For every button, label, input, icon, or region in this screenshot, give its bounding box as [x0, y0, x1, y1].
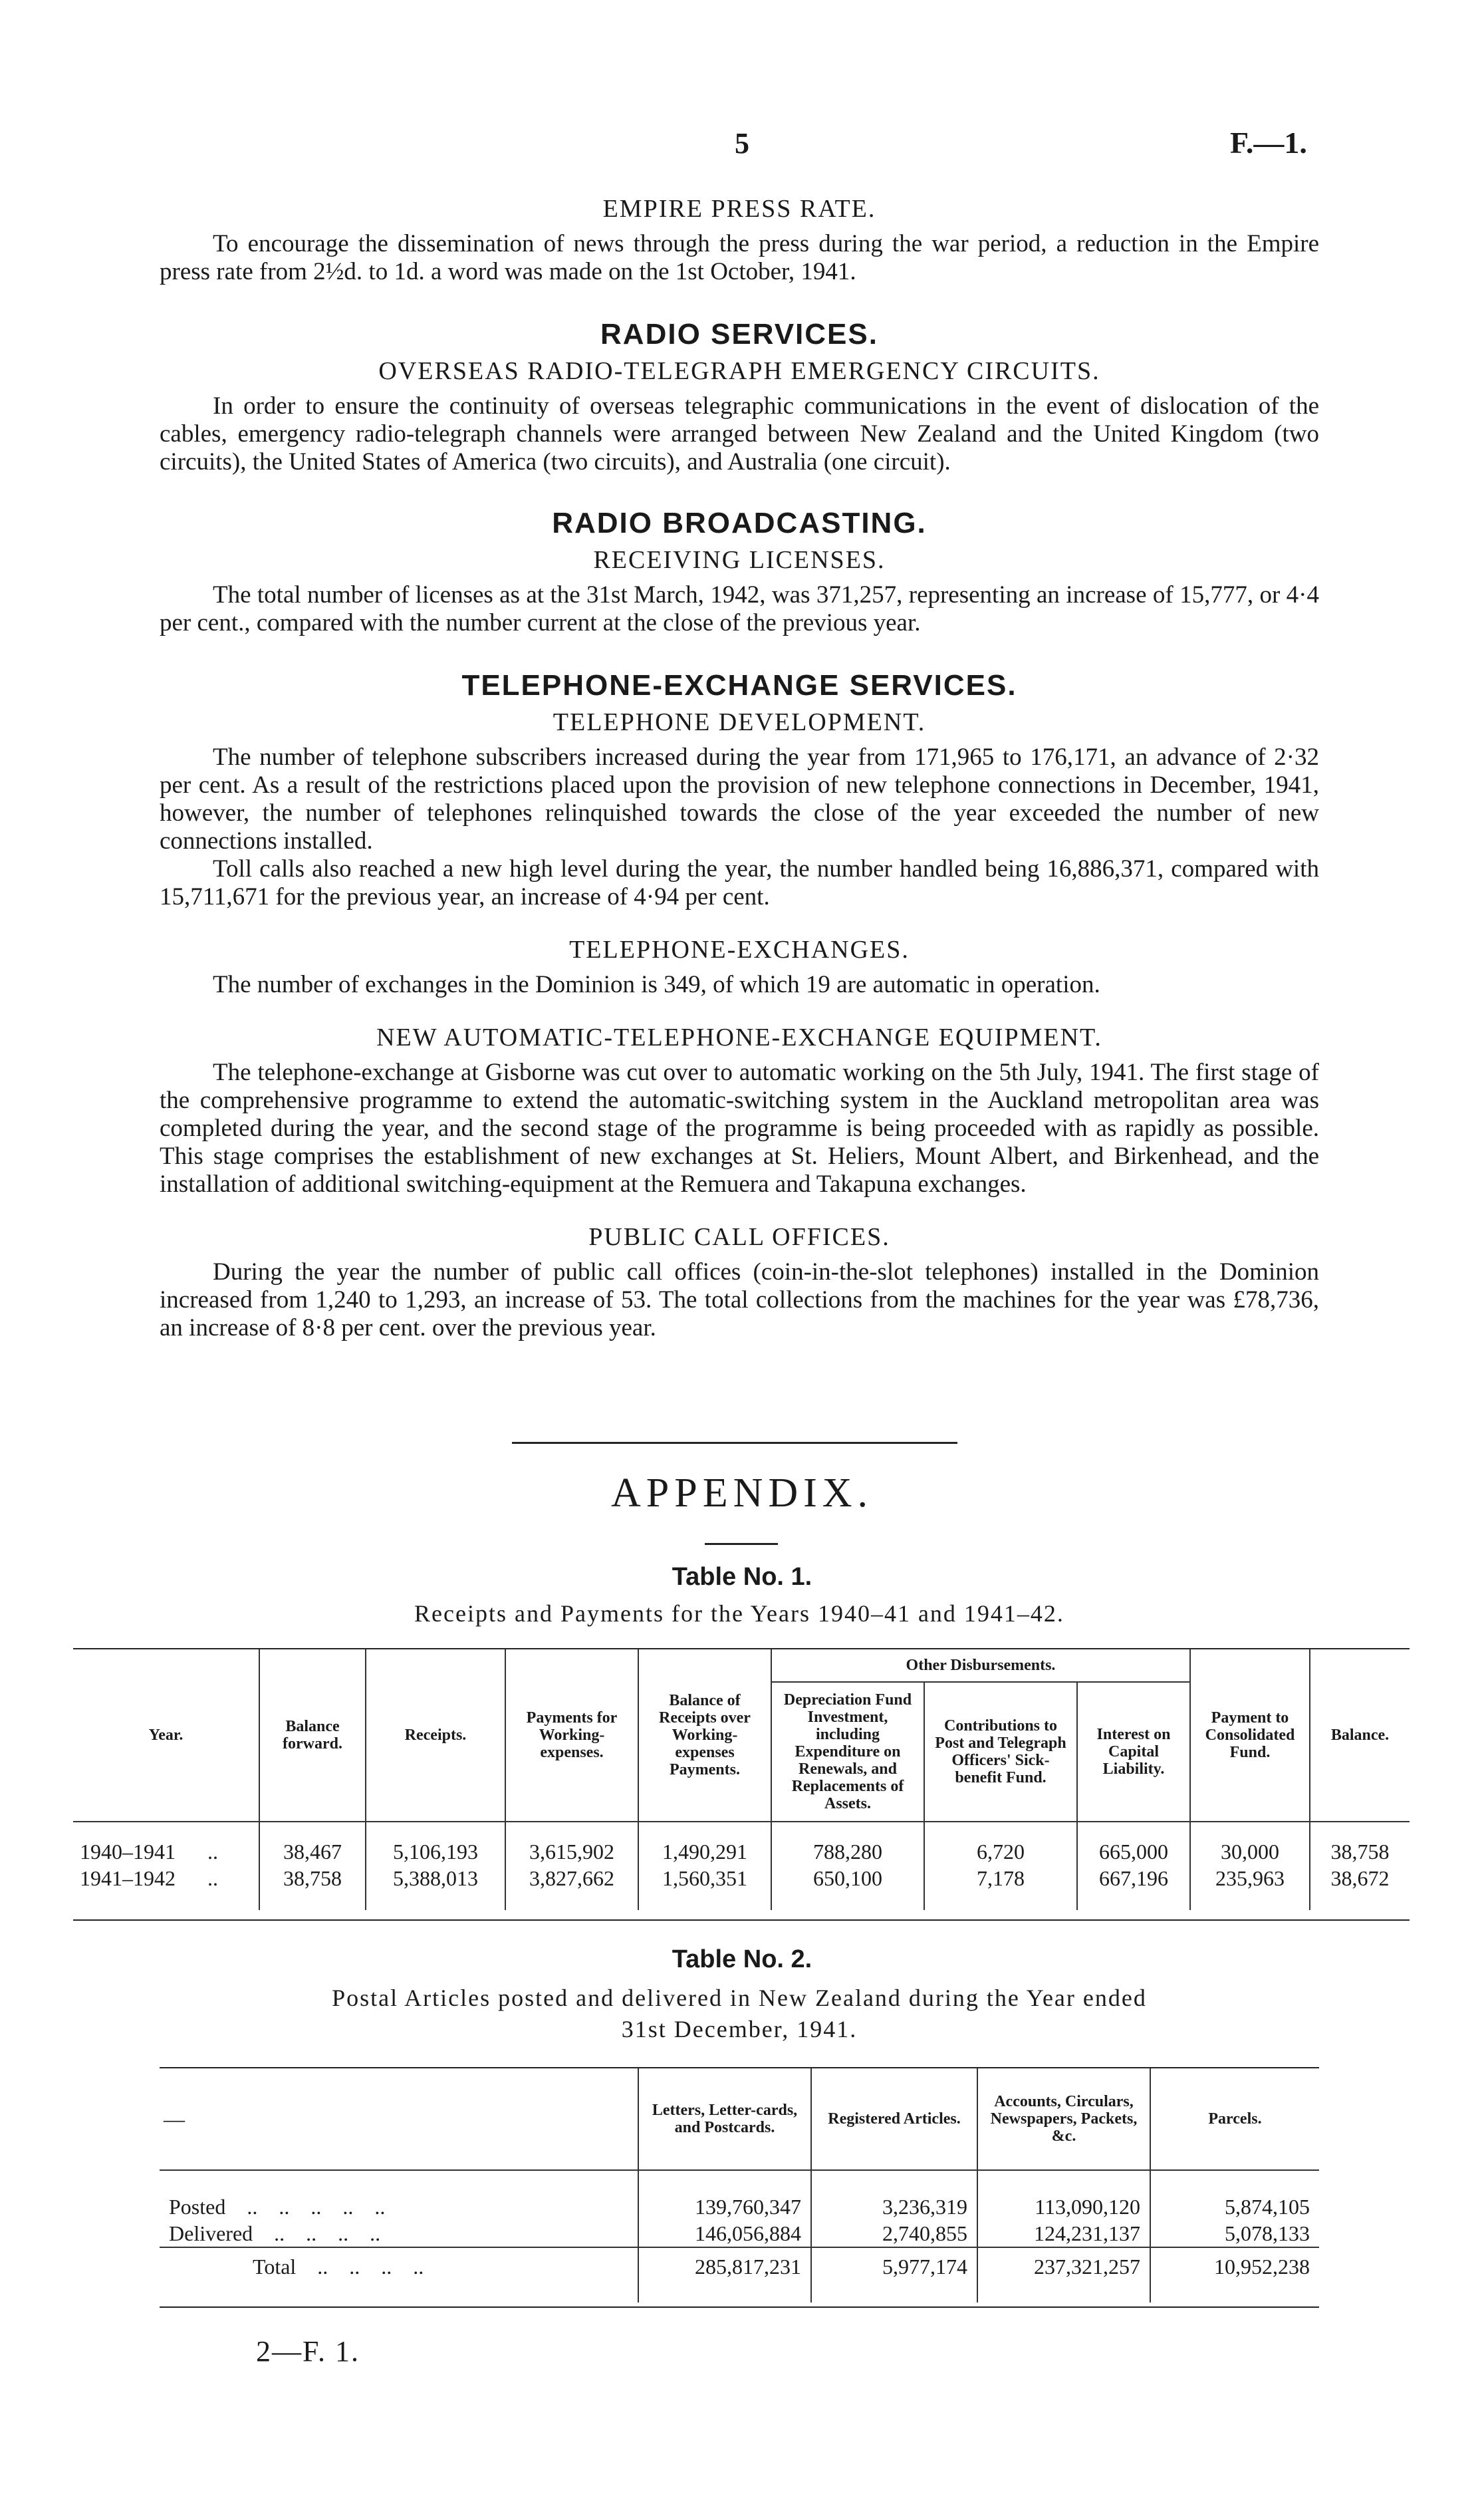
appendix-title: APPENDIX. [610, 1470, 874, 1516]
col-balance: Balance. [1310, 1649, 1410, 1822]
cell: 3,827,662 [505, 1865, 638, 1891]
cell: 3,615,902 [505, 1838, 638, 1865]
cell: 237,321,257 [977, 2247, 1150, 2280]
table2-subtitle-2: 31st December, 1941. [621, 2016, 858, 2042]
col-registered: Registered Articles. [811, 2068, 977, 2170]
col-accounts: Accounts, Circulars, Newspapers, Packets, &c. [977, 2068, 1150, 2170]
cell: 5,388,013 [366, 1865, 505, 1891]
section-subtitle: TELEPHONE-EXCHANGES. [569, 936, 910, 964]
paragraph: The total number of licenses as at the 31st March, 1942, was 371,257, representing an increase of 15,777, or 4·4 per cent., compared with the number current at the close of the previous year. [160, 581, 1319, 636]
cell: 38,758 [259, 1865, 366, 1891]
table-row [73, 1838, 1410, 1865]
cell: 3,236,319 [811, 2193, 977, 2220]
table1-title: Table No. 1. [672, 1563, 812, 1591]
cell: 1,490,291 [638, 1838, 771, 1865]
cell: 2,740,855 [811, 2220, 977, 2247]
row-label: Total .. .. .. .. [253, 2255, 424, 2279]
table2-bottom-rule [160, 2306, 1319, 2308]
table1-subtitle: Receipts and Payments for the Years 1940–41 and 1941–42. [414, 1600, 1064, 1627]
cell: 38,758 [1310, 1838, 1410, 1865]
paragraph: To encourage the dissemination of news through the press during the war period, a reduction in the Empire press rate from 2½d. to 1d. a word was made on the 1st October, 1941. [160, 230, 1319, 285]
cell: 5,977,174 [811, 2247, 977, 2280]
section-radio-services [160, 318, 1319, 476]
row-year: 1940–1941 .. [80, 1840, 218, 1864]
section-subtitle: TELEPHONE DEVELOPMENT. [553, 708, 926, 736]
paragraph: In order to ensure the continuity of overseas telegraphic communications in the event of dislocation of the cables, emergency radio-telegraph channels were arranged between New Zealand and the United Kingdom (two circuits), the United States of America (two circuits), and Australia (one circuit). [160, 392, 1319, 476]
section-title: RADIO BROADCASTING. [552, 507, 927, 539]
col-parcels: Parcels. [1150, 2068, 1319, 2170]
section-subtitle: NEW AUTOMATIC-TELEPHONE-EXCHANGE EQUIPMENT. [376, 1024, 1102, 1051]
cell: 139,760,347 [638, 2193, 811, 2220]
section-subtitle: PUBLIC CALL OFFICES. [588, 1223, 890, 1251]
col-balance-receipts: Balance of Receipts over Working-expenses Payments. [638, 1649, 771, 1822]
cell: 113,090,120 [977, 2193, 1150, 2220]
paragraph: The telephone-exchange at Gisborne was cut over to automatic working on the 5th July, 1941. The first stage of the comprehensive programme to extend the automatic-switching system in the Auckland metropolitan area was completed during the year, and the second stage of the programme is being proceeded with as rapidly as possible. This stage comprises the establishment of new exchanges at St. Heliers, Mount Albert, and Birkenhead, and the installation of additional switching-equipment at the Remuera and Takapuna exchanges. [160, 1059, 1319, 1198]
cell: 10,952,238 [1150, 2247, 1319, 2280]
table2 [160, 2068, 1319, 2302]
table1 [73, 1649, 1410, 1910]
section-subtitle: OVERSEAS RADIO-TELEGRAPH EMERGENCY CIRCUITS. [378, 357, 1100, 385]
section-title: RADIO SERVICES. [600, 318, 878, 350]
cell: 665,000 [1077, 1838, 1190, 1865]
paragraph: The number of telephone subscribers increased during the year from 171,965 to 176,171, an advance of 2·32 per cent. As a result of the restrictions placed upon the provision of new telephone connections in December, 1941, however, the number of telephones relinquished towards the close of the year exceeded the number of new connections installed. [160, 744, 1319, 855]
table2-title: Table No. 2. [672, 1945, 812, 1973]
page-number: 5 [735, 127, 749, 160]
divider [512, 1442, 957, 1444]
table-row [160, 2193, 1319, 2220]
cell: 38,672 [1310, 1865, 1410, 1891]
table1-bottom-rule [73, 1919, 1410, 1921]
section-telephone-exchange [160, 669, 1319, 1342]
cell: 146,056,884 [638, 2220, 811, 2247]
cell: 235,963 [1190, 1865, 1310, 1891]
cell: 5,078,133 [1150, 2220, 1319, 2247]
table-row [160, 2220, 1319, 2247]
section-title: EMPIRE PRESS RATE. [602, 195, 876, 223]
row-label: Delivered .. .. .. .. [169, 2221, 381, 2245]
cell: 788,280 [771, 1838, 924, 1865]
col-receipts: Receipts. [366, 1649, 505, 1822]
cell: 1,560,351 [638, 1865, 771, 1891]
cell: 7,178 [924, 1865, 1077, 1891]
paragraph: During the year the number of public call offices (coin-in-the-slot telephones) installed in the Dominion increased from 1,240 to 1,293, an increase of 53. The total collections from the machines for the year was £78,736, an increase of 8·8 per cent. over the previous year. [160, 1258, 1319, 1341]
cell: 650,100 [771, 1865, 924, 1891]
cell: 124,231,137 [977, 2220, 1150, 2247]
section-empire-press [160, 194, 1319, 286]
col-letters: Letters, Letter-cards, and Postcards. [638, 2068, 811, 2170]
footer-signature: 2—F. 1. [256, 2335, 360, 2368]
cell: 5,106,193 [366, 1838, 505, 1865]
paragraph: The number of exchanges in the Dominion is 349, of which 19 are automatic in operation. [213, 971, 1100, 998]
col-blank: — [164, 2107, 185, 2131]
col-group-other: Other Disbursements. [771, 1649, 1190, 1682]
row-year: 1941–1942 .. [80, 1866, 218, 1890]
col-year: Year. [148, 1727, 184, 1744]
col-balance-forward: Balance forward. [259, 1649, 366, 1822]
section-title: TELEPHONE-EXCHANGE SERVICES. [461, 669, 1017, 702]
col-payments: Payments for Working-expenses. [505, 1649, 638, 1822]
col-consolidated: Payment to Consolidated Fund. [1190, 1649, 1310, 1822]
section-radio-broadcasting [160, 507, 1319, 637]
cell: 285,817,231 [638, 2247, 811, 2280]
row-label: Posted .. .. .. .. .. [169, 2195, 386, 2219]
paragraph: Toll calls also reached a new high level during the year, the number handled being 16,886,371, compared with 15,711,671 for the previous year, an increase of 4·94 per cent. [160, 855, 1319, 910]
col-interest: Interest on Capital Liability. [1077, 1682, 1190, 1822]
cell: 30,000 [1190, 1838, 1310, 1865]
divider [705, 1543, 778, 1545]
table-total-row [160, 2247, 1319, 2280]
col-contributions: Contributions to Post and Telegraph Officers' Sick-benefit Fund. [924, 1682, 1077, 1822]
col-depreciation: Depreciation Fund Investment, including Expenditure on Renewals, and Replacements of Assets. [771, 1682, 924, 1822]
document-reference: F.—1. [1230, 126, 1307, 160]
cell: 667,196 [1077, 1865, 1190, 1891]
section-subtitle: RECEIVING LICENSES. [593, 546, 886, 574]
cell: 38,467 [259, 1838, 366, 1865]
table2-subtitle-1: Postal Articles posted and delivered in New Zealand during the Year ended [332, 1985, 1147, 2011]
cell: 6,720 [924, 1838, 1077, 1865]
cell: 5,874,105 [1150, 2193, 1319, 2220]
table-row [73, 1865, 1410, 1891]
